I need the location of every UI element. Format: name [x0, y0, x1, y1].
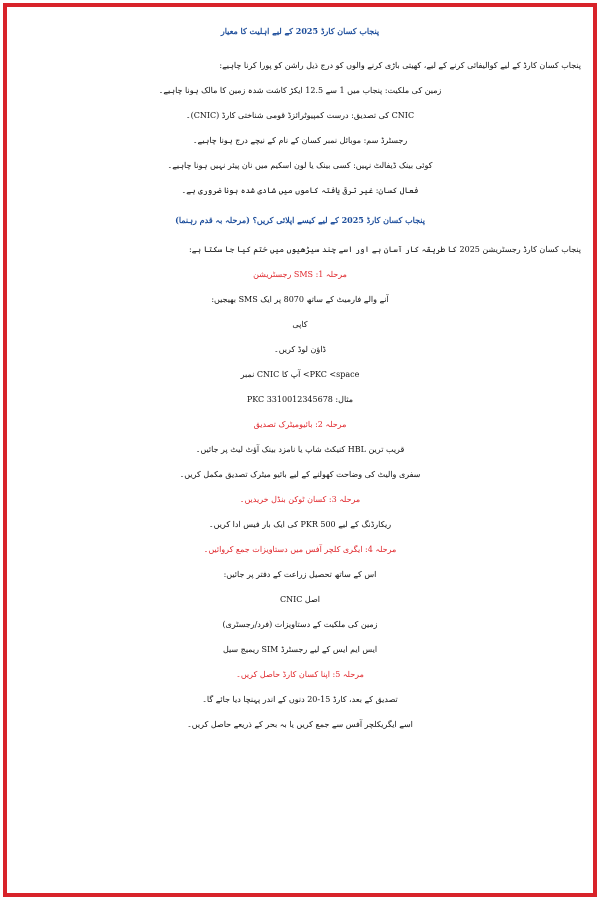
eligibility-item: زمین کی ملکیت: پنجاب میں 1 سے 12.5 ایکڑ کاشت شدہ زمین کا مالک ہونا چاہیے۔ — [158, 86, 442, 95]
apply-intro: پنجاب کسان کارڈ رجسٹریشن 2025 کا طریقہ کار آسان ہے اور اسے چند سیڑھیوں میں ختم کیا جا سکتا ہے: — [189, 245, 581, 254]
page-border-frame — [3, 3, 597, 897]
step-3-line: ریکارڈنگ کے لیے PKR 500 کی ایک بار فیس ادا کریں۔ — [208, 520, 392, 529]
step-2-line: قریب ترین HBL کنیکٹ شاپ یا نامزد بینک آؤٹ لیٹ پر جائیں۔ — [195, 445, 405, 454]
step-5-line: اسے ایگریکلچر آفس سے جمع کریں یا بہ بحر کے ذریعے حاصل کریں۔ — [187, 720, 413, 729]
step-1-line: ڈاؤن لوڈ کریں۔ — [274, 345, 326, 354]
page-title: پنجاب کسان کارڈ 2025 کے لیے اہلیت کا معیار — [220, 26, 380, 36]
step-4-title: مرحلہ 4: ایگری کلچر آفس میں دستاویزات جمع کروائیں۔ — [203, 545, 397, 554]
step-4-line: اصل CNIC — [279, 595, 321, 604]
step-5-title: مرحلہ 5: اپنا کسان کارڈ حاصل کریں۔ — [236, 670, 364, 679]
eligibility-item: رجسٹرڈ سم: موبائل نمبر کسان کے نام کے نیچے درج ہونا چاہیے۔ — [192, 136, 408, 145]
step-5-line: تصدیق کے بعد، کارڈ 15-20 دنوں کے اندر پہنچا دیا جائے گا۔ — [202, 695, 398, 704]
step-2-line: سفری والیٹ کی وضاحت کھولنے کے لیے بائیو میٹرک تصدیق مکمل کریں۔ — [179, 470, 421, 479]
step-2-title: مرحلہ 2: بائیومیٹرک تصدیق — [253, 420, 347, 429]
step-1-line: PKC <space> آپ کا CNIC نمبر — [240, 370, 360, 379]
eligibility-item: فعال کسان: غیر ترقی یافتہ کاموں میں شادی شدہ ہونا ضروری ہے۔ — [181, 186, 419, 195]
eligibility-item: CNIC کی تصدیق: درست کمپیوٹرائزڈ قومی شناختی کارڈ (CNIC)۔ — [185, 111, 415, 120]
eligibility-item: کوئی بینک ڈیفالٹ نہیں: کسی بینک یا لون اسکیم میں نان پیئر نہیں ہونا چاہیے۔ — [167, 161, 433, 170]
step-1-line: مثال: PKC 3310012345678 — [246, 395, 354, 404]
step-4-line: زمین کی ملکیت کے دستاویزات (فرد/رجسٹری) — [222, 620, 378, 629]
eligibility-intro: پنجاب کسان کارڈ کے لیے کوالیفائی کرنے کے لیے، کھیتی باڑی کرنے والوں کو درج ذیل راشن کو پورا کرنا چاہیے: — [219, 61, 581, 70]
step-1-line: کاپی — [292, 320, 308, 329]
step-4-line: ایس ایم ایس کے لیے رجسٹرڈ SIM ریمیج سیل — [222, 645, 378, 654]
step-4-line: اس کے ساتھ تحصیل زراعت کے دفتر پر جائیں: — [223, 570, 377, 579]
step-3-title: مرحلہ 3: کسان ٹوکن بنڈل خریدیں۔ — [239, 495, 361, 504]
step-1-line: آنے والے فارمیٹ کے ساتھ 8070 پر ایک SMS بھیجیں: — [211, 295, 389, 304]
article-content — [13, 11, 587, 889]
step-1-title: مرحلہ 1: SMS رجسٹریشن — [253, 270, 347, 279]
apply-heading: پنجاب کسان کارڈ 2025 کے لیے کیسے اپلائی کریں؟ (مرحلہ بہ قدم رہنما) — [175, 215, 425, 225]
